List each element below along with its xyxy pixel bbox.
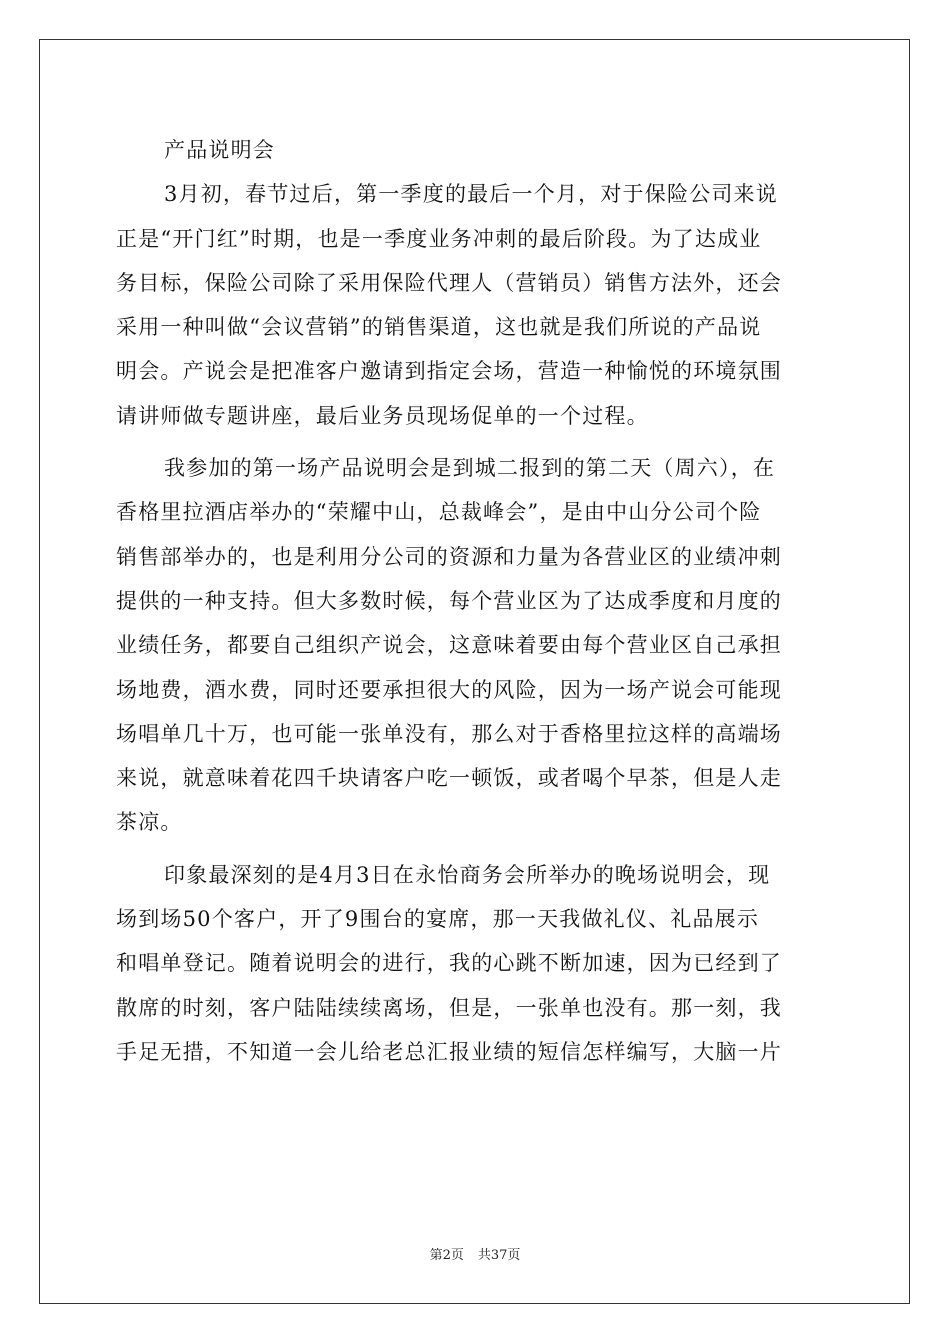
paragraph-line: 明会。产说会是把准客户邀请到指定会场，营造一种愉悦的环境氛围 — [116, 359, 782, 384]
paragraph-3 — [116, 853, 836, 1074]
document-body — [116, 128, 836, 1074]
paragraph-2 — [116, 446, 836, 845]
paragraph-1 — [116, 172, 836, 438]
paragraph-line: 场地费，酒水费，同时还要承担很大的风险，因为一场产说会可能现 — [116, 677, 782, 702]
current-page-number: 第2页 — [429, 1248, 464, 1263]
page-footer — [0, 1244, 950, 1263]
document-heading: 产品说明会 — [164, 138, 275, 162]
paragraph-line: 印象最深刻的是4月3日在永怡商务会所举办的晚场说明会，现 — [164, 862, 771, 887]
paragraph-line: 香格里拉酒店举办的“荣耀中山，总裁峰会”，是由中山分公司个险 — [116, 500, 762, 525]
paragraph-line: 场到场50个客户，开了9围台的宴席，那一天我做礼仪、礼品展示 — [116, 907, 760, 932]
paragraph-line: 销售部举办的，也是利用分公司的资源和力量为各营业区的业绩冲刺 — [116, 544, 782, 569]
paragraph-line: 采用一种叫做“会议营销”的销售渠道，这也就是我们所说的产品说 — [116, 315, 762, 340]
paragraph-line: 场唱单几十万，也可能一张单没有，那么对于香格里拉这样的高端场 — [116, 721, 782, 746]
paragraph-line: 提供的一种支持。但大多数时候，每个营业区为了达成季度和月度的 — [116, 588, 782, 613]
paragraph-line: 务目标，保险公司除了采用保险代理人（营销员）销售方法外，还会 — [116, 270, 782, 295]
total-page-count: 共37页 — [477, 1248, 521, 1263]
paragraph-line: 散席的时刻，客户陆陆续续离场，但是，一张单也没有。那一刻，我 — [116, 995, 782, 1020]
paragraph-line: 我参加的第一场产品说明会是到城二报到的第二天（周六），在 — [164, 456, 776, 481]
paragraph-line: 和唱单登记。随着说明会的进行，我的心跳不断加速，因为已经到了 — [116, 951, 782, 976]
paragraph-line: 正是“开门红”时期，也是一季度业务冲刺的最后阶段。为了达成业 — [116, 226, 762, 251]
paragraph-line: 手足无措，不知道一会儿给老总汇报业绩的短信怎样编写，大脑一片 — [116, 1039, 782, 1064]
paragraph-line: 请讲师做专题讲座，最后业务员现场促单的一个过程。 — [116, 403, 649, 428]
paragraph-line: 茶凉。 — [116, 810, 183, 835]
paragraph-line: 来说，就意味着花四千块请客户吃一顿饭，或者喝个早茶，但是人走 — [116, 766, 782, 791]
paragraph-line: 业绩任务，都要自己组织产说会，这意味着要由每个营业区自己承担 — [116, 633, 782, 658]
paragraph-line: 3月初，春节过后，第一季度的最后一个月，对于保险公司来说 — [164, 182, 778, 207]
